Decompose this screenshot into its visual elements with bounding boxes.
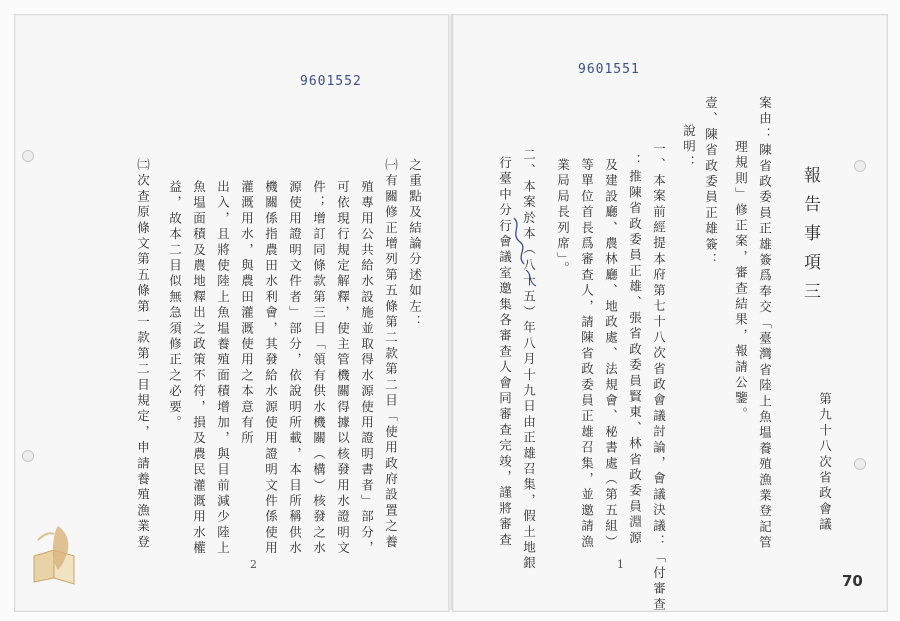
binder-hole-icon bbox=[22, 450, 34, 462]
text-line: 灌溉用水，與農田灌溉使用之本意有所 bbox=[239, 180, 255, 447]
text-line: ㈡次查原條文第五條第一款第二目規定，申請養殖漁業登 bbox=[135, 158, 151, 551]
text-line: 殖專用公共給水設施並取得水源使用證明書者」部分， bbox=[359, 180, 375, 557]
binder-hole-icon bbox=[854, 458, 866, 470]
report-title: 報告事項三 bbox=[800, 166, 820, 311]
taiwan-map-book-logo-icon bbox=[24, 516, 96, 588]
document-stamp-left: 9601552 bbox=[300, 74, 362, 89]
document-stamp-right: 9601551 bbox=[578, 62, 640, 77]
text-line: 件；增訂同條款第三目「領有供水機關（構）核發之水 bbox=[311, 180, 327, 557]
text-line: 及建設廳、農林廳、地政處、法規會、秘書處（第五組） bbox=[603, 158, 619, 551]
text-line: 可依現行規定解釋，使主管機關得據以核發用水證明文 bbox=[335, 180, 351, 557]
binder-hole-icon bbox=[22, 150, 34, 162]
text-line: 魚塭面積及農地釋出之政策不符，損及農民灌溉用水權 bbox=[191, 180, 207, 557]
text-line: 二、本案於本（八十五）年八月十九日由正雄召集，假土地銀 bbox=[521, 148, 537, 572]
text-line: 行臺中分行會議室邀集各審查人會同審查完竣，謹將審查 bbox=[497, 156, 513, 549]
text-line: 源使用證明文件者」部分，依說明所載，本目所稱供水 bbox=[287, 180, 303, 557]
handwritten-annotation-icon bbox=[506, 212, 546, 292]
text-line: ：推陳省政委員正雄、張省政委員賢東、林省政委員淵源 bbox=[627, 154, 643, 547]
binder-hole-icon bbox=[854, 160, 866, 172]
text-line: 案由：陳省政委員正雄簽爲奉交「臺灣省陸上魚塭養殖漁業登記管 bbox=[757, 96, 773, 552]
book-spine bbox=[448, 14, 452, 610]
text-line: 理規則」修正案，審查結果，報請公鑒。 bbox=[733, 140, 749, 423]
text-line: 出入，且將使陸上魚塭養殖面積增加，與目前減少陸上 bbox=[215, 180, 231, 557]
text-line: 之重點及結論分述如左： bbox=[407, 158, 423, 331]
page-footer-left: 2 bbox=[250, 558, 257, 571]
text-line: 說明： bbox=[681, 124, 697, 172]
text-line: 等單位首長爲審查人，請陳省政委員正雄召集，並邀請漁 bbox=[579, 158, 595, 551]
text-line: 壹、陳省政委員正雄簽： bbox=[703, 96, 719, 269]
page-footer-right: 1 bbox=[617, 558, 624, 571]
text-line: 機關係指農田水利會，其發給水源使用證明文件係使用 bbox=[263, 180, 279, 557]
text-line: 業局局長列席」。 bbox=[555, 158, 571, 278]
text-line: ㈠有關修正增列第五條第二款第二目「使用政府設置之養 bbox=[383, 158, 399, 551]
meeting-label: 第九十八次省政會議 bbox=[817, 392, 833, 534]
sheet-number: 70 bbox=[842, 572, 863, 590]
text-line: 益，故本二目似無急須修正之必要。 bbox=[167, 180, 183, 432]
text-line: 一、本案前經提本府第七十八次省政會議討論，會議決議：「付審查 bbox=[651, 142, 667, 613]
